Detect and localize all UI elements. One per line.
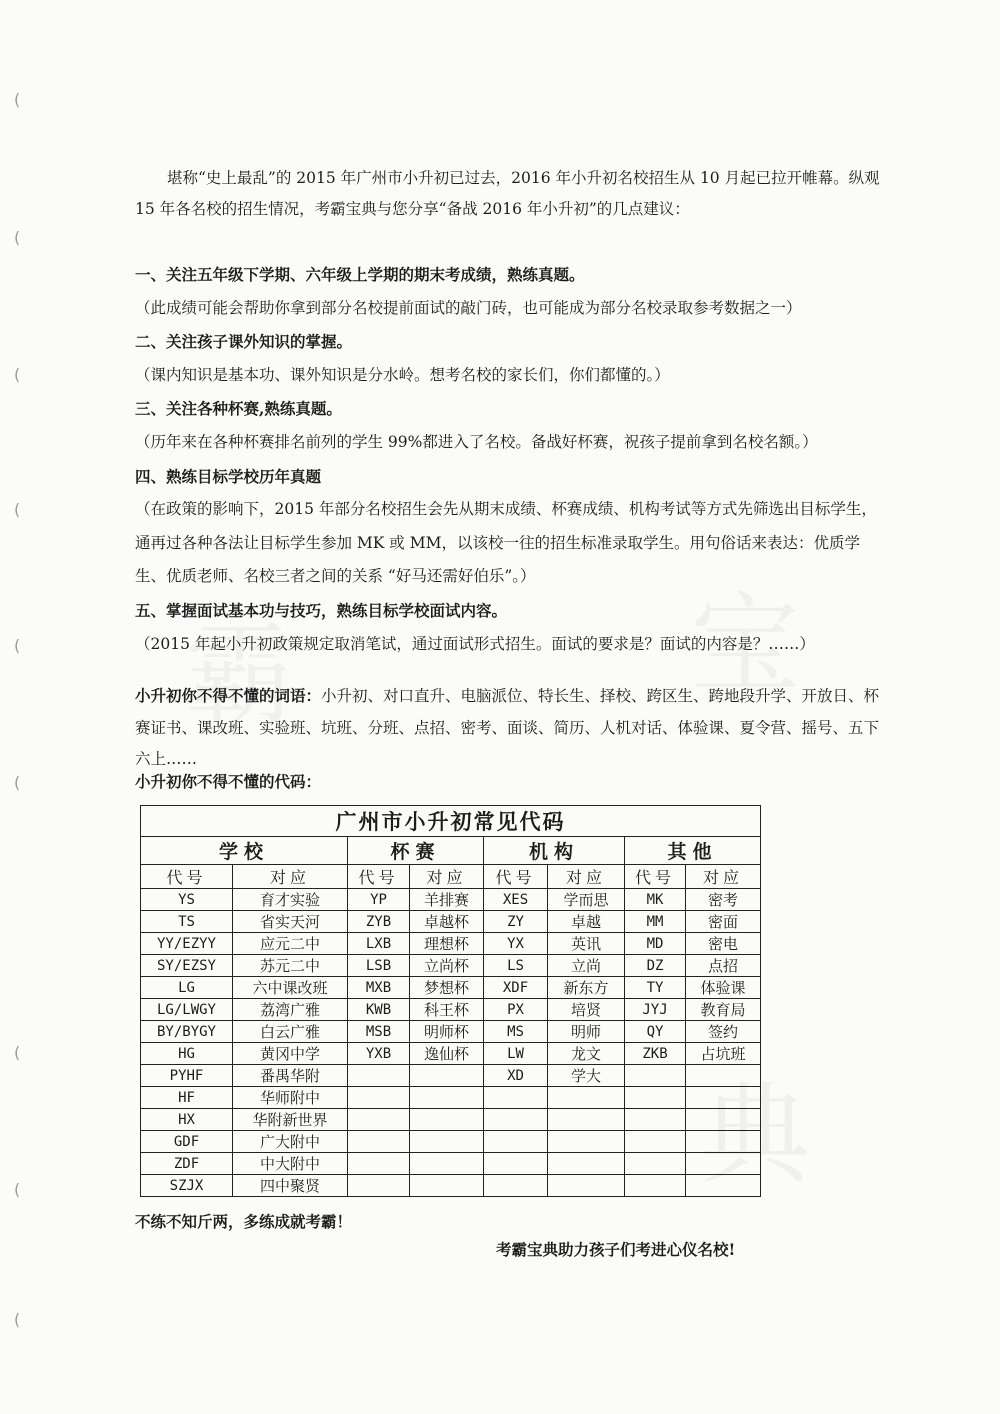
meaning-cell: 科王杯 [410,999,484,1021]
punch-mark: ( [14,365,21,384]
table-row [141,1131,761,1153]
advice-heading: 二、关注孩子课外知识的掌握。 [135,332,353,352]
meaning-cell: 新东方 [548,977,625,999]
meaning-cell [686,1153,761,1175]
table-row [141,1021,761,1043]
column-header-code: 代号 [141,865,233,889]
group-header-school: 学校 [141,837,348,865]
meaning-cell [410,1065,484,1087]
code-cell: XES [484,889,548,911]
meaning-cell [686,1109,761,1131]
code-cell [348,1153,410,1175]
code-cell [484,1087,548,1109]
meaning-cell: 占坑班 [686,1043,761,1065]
code-cell [348,1175,410,1197]
table-row [141,999,761,1021]
code-cell: XD [484,1065,548,1087]
code-cell [625,1109,686,1131]
code-cell: ZYB [348,911,410,933]
meaning-cell: 密面 [686,911,761,933]
punch-mark: ( [14,1180,21,1199]
code-cell: HG [141,1043,233,1065]
code-cell: ZDF [141,1153,233,1175]
code-cell: DZ [625,955,686,977]
code-cell: XDF [484,977,548,999]
code-cell: MK [625,889,686,911]
code-cell: SZJX [141,1175,233,1197]
meaning-cell: 卓越杯 [410,911,484,933]
meaning-cell: 逸仙杯 [410,1043,484,1065]
code-cell: LW [484,1043,548,1065]
meaning-cell: 华师附中 [233,1087,348,1109]
meaning-cell [410,1153,484,1175]
meaning-cell: 体验课 [686,977,761,999]
meaning-cell: 培贤 [548,999,625,1021]
column-header-code: 代号 [348,865,410,889]
code-cell: MM [625,911,686,933]
intro-text: 堪称“史上最乱”的 2015 年广州市小升初已过去，2016 年小升初名校招生从 10 月起已拉开帷幕。纵观 15 年各名校的招生情况，考霸宝典与您分享“备战 2016 年小升初”的几点建议： [135,169,880,218]
table-title: 广州市小升初常见代码 [141,806,761,837]
meaning-cell: 六中课改班 [233,977,348,999]
terms-paragraph [135,680,885,776]
code-cell: YX [484,933,548,955]
meaning-cell: 英讯 [548,933,625,955]
meaning-cell [410,1109,484,1131]
table-row [141,1087,761,1109]
meaning-cell: 点招 [686,955,761,977]
code-cell [625,1175,686,1197]
meaning-cell: 密电 [686,933,761,955]
table-row [141,1153,761,1175]
code-cell [484,1109,548,1131]
meaning-cell [686,1087,761,1109]
meaning-cell: 学大 [548,1065,625,1087]
meaning-cell [686,1175,761,1197]
code-cell: SY/EZSY [141,955,233,977]
column-header-meaning: 对应 [548,865,625,889]
code-cell: KWB [348,999,410,1021]
column-header-meaning: 对应 [686,865,761,889]
code-cell: JYJ [625,999,686,1021]
advice-heading: 五、掌握面试基本功与技巧，熟练目标学校面试内容。 [135,600,508,620]
code-cell [625,1065,686,1087]
meaning-cell: 中大附中 [233,1153,348,1175]
code-cell: MS [484,1021,548,1043]
punch-mark: ( [14,500,21,519]
code-cell [348,1109,410,1131]
code-cell: QY [625,1021,686,1043]
group-header-institution: 机构 [484,837,625,865]
code-cell: LS [484,955,548,977]
advice-heading: 四、熟练目标学校历年真题 [135,466,322,486]
meaning-cell: 应元二中 [233,933,348,955]
advice-note: （历年来在各种杯赛排名前列的学生 99%都进入了名校。备战好杯赛，祝孩子提前拿到名校名额。） [135,432,818,451]
code-cell: ZY [484,911,548,933]
advice-note: （此成绩可能会帮助你拿到部分名校提前面试的敲门砖，也可能成为部分名校录取参考数据之一） [135,298,802,317]
code-cell [484,1131,548,1153]
punch-mark: ( [14,228,21,247]
code-cell: ZKB [625,1043,686,1065]
meaning-cell: 学而思 [548,889,625,911]
code-cell: YP [348,889,410,911]
footer-slogan: 不练不知斤两，多练成就考霸！ [135,1212,353,1231]
code-cell: MD [625,933,686,955]
codes-label: 小升初你不得不懂的代码： [135,772,322,791]
meaning-cell: 签约 [686,1021,761,1043]
codes-table [140,805,761,1197]
meaning-cell: 教育局 [686,999,761,1021]
code-cell: HX [141,1109,233,1131]
column-header-code: 代号 [484,865,548,889]
meaning-cell: 苏元二中 [233,955,348,977]
code-cell: MXB [348,977,410,999]
meaning-cell: 立尚杯 [410,955,484,977]
meaning-cell: 广大附中 [233,1131,348,1153]
code-cell: HF [141,1087,233,1109]
column-header-meaning: 对应 [233,865,348,889]
table-row [141,1065,761,1087]
column-header-code: 代号 [625,865,686,889]
code-cell [484,1175,548,1197]
punch-mark: ( [14,1043,21,1062]
meaning-cell [410,1131,484,1153]
meaning-cell: 密考 [686,889,761,911]
code-cell: LG [141,977,233,999]
table-row [141,977,761,999]
meaning-cell: 省实天河 [233,911,348,933]
punch-mark: ( [14,773,21,792]
code-cell: TS [141,911,233,933]
terms-label: 小升初你不得不懂的词语： [135,686,322,705]
meaning-cell: 四中聚贤 [233,1175,348,1197]
table-row [141,911,761,933]
meaning-cell: 羊排赛 [410,889,484,911]
code-cell [625,1087,686,1109]
table-row [141,1043,761,1065]
advice-note: （2015 年起小升初政策规定取消笔试，通过面试形式招生。面试的要求是？面试的内容是？……） [135,634,815,653]
table-row [141,1109,761,1131]
code-cell [484,1153,548,1175]
meaning-cell [686,1065,761,1087]
meaning-cell: 梦想杯 [410,977,484,999]
code-cell [348,1065,410,1087]
code-cell [348,1131,410,1153]
code-cell: YS [141,889,233,911]
code-cell: PX [484,999,548,1021]
code-cell: LSB [348,955,410,977]
meaning-cell [548,1175,625,1197]
table-row [141,955,761,977]
table-row [141,1175,761,1197]
code-cell [625,1153,686,1175]
table-row [141,889,761,911]
code-cell: BY/BYGY [141,1021,233,1043]
codes-table-body [141,889,761,1197]
punch-mark: ( [14,1310,21,1329]
meaning-cell: 黄冈中学 [233,1043,348,1065]
meaning-cell: 育才实验 [233,889,348,911]
meaning-cell: 荔湾广雅 [233,999,348,1021]
meaning-cell [410,1175,484,1197]
advice-heading: 三、关注各种杯赛,熟练真题。 [135,399,342,419]
meaning-cell: 明师杯 [410,1021,484,1043]
intro-paragraph [135,163,885,225]
code-cell [625,1131,686,1153]
meaning-cell [548,1153,625,1175]
meaning-cell: 华附新世界 [233,1109,348,1131]
column-header-meaning: 对应 [410,865,484,889]
meaning-cell: 白云广雅 [233,1021,348,1043]
footer-tagline: 考霸宝典助力孩子们考进心仪名校! [496,1240,736,1259]
punch-mark: ( [14,90,21,109]
table-row [141,933,761,955]
code-cell: YXB [348,1043,410,1065]
code-cell: LG/LWGY [141,999,233,1021]
code-cell: TY [625,977,686,999]
advice-heading: 一、关注五年级下学期、六年级上学期的期末考成绩，熟练真题。 [135,265,585,284]
advice-list [135,258,890,661]
meaning-cell [548,1087,625,1109]
meaning-cell: 番禺华附 [233,1065,348,1087]
code-cell: LXB [348,933,410,955]
code-cell: YY/EZYY [141,933,233,955]
advice-note: （在政策的影响下，2015 年部分名校招生会先从期末成绩、杯赛成绩、机构考试等方式先筛选出目标学生，通再过各种各法让目标学生参加 MK 或 MM，以该校一往的招生标准录取学生。用句俗话来表达：优质学生、优质老师、名校三者之间的关系 “好马还需好伯乐”。） [135,500,877,586]
terms-text: 小升初、对口直升、电脑派位、特长生、择校、跨区生、跨地段升学、开放日、杯赛证书、课改班、实验班、坑班、分班、点招、密考、面谈、简历、人机对话、体验课、夏令营、摇号、五下六上…… [135,687,880,768]
group-header-other: 其他 [625,837,761,865]
code-cell: PYHF [141,1065,233,1087]
meaning-cell: 明师 [548,1021,625,1043]
advice-note: （课内知识是基本功、课外知识是分水岭。想考名校的家长们，你们都懂的。） [135,365,670,384]
code-cell: MSB [348,1021,410,1043]
meaning-cell: 理想杯 [410,933,484,955]
meaning-cell [410,1087,484,1109]
code-cell: GDF [141,1131,233,1153]
code-cell [348,1087,410,1109]
meaning-cell: 龙文 [548,1043,625,1065]
group-header-cup: 杯赛 [348,837,484,865]
meaning-cell [686,1131,761,1153]
meaning-cell: 卓越 [548,911,625,933]
meaning-cell: 立尚 [548,955,625,977]
meaning-cell [548,1131,625,1153]
punch-mark: ( [14,636,21,655]
meaning-cell [548,1109,625,1131]
